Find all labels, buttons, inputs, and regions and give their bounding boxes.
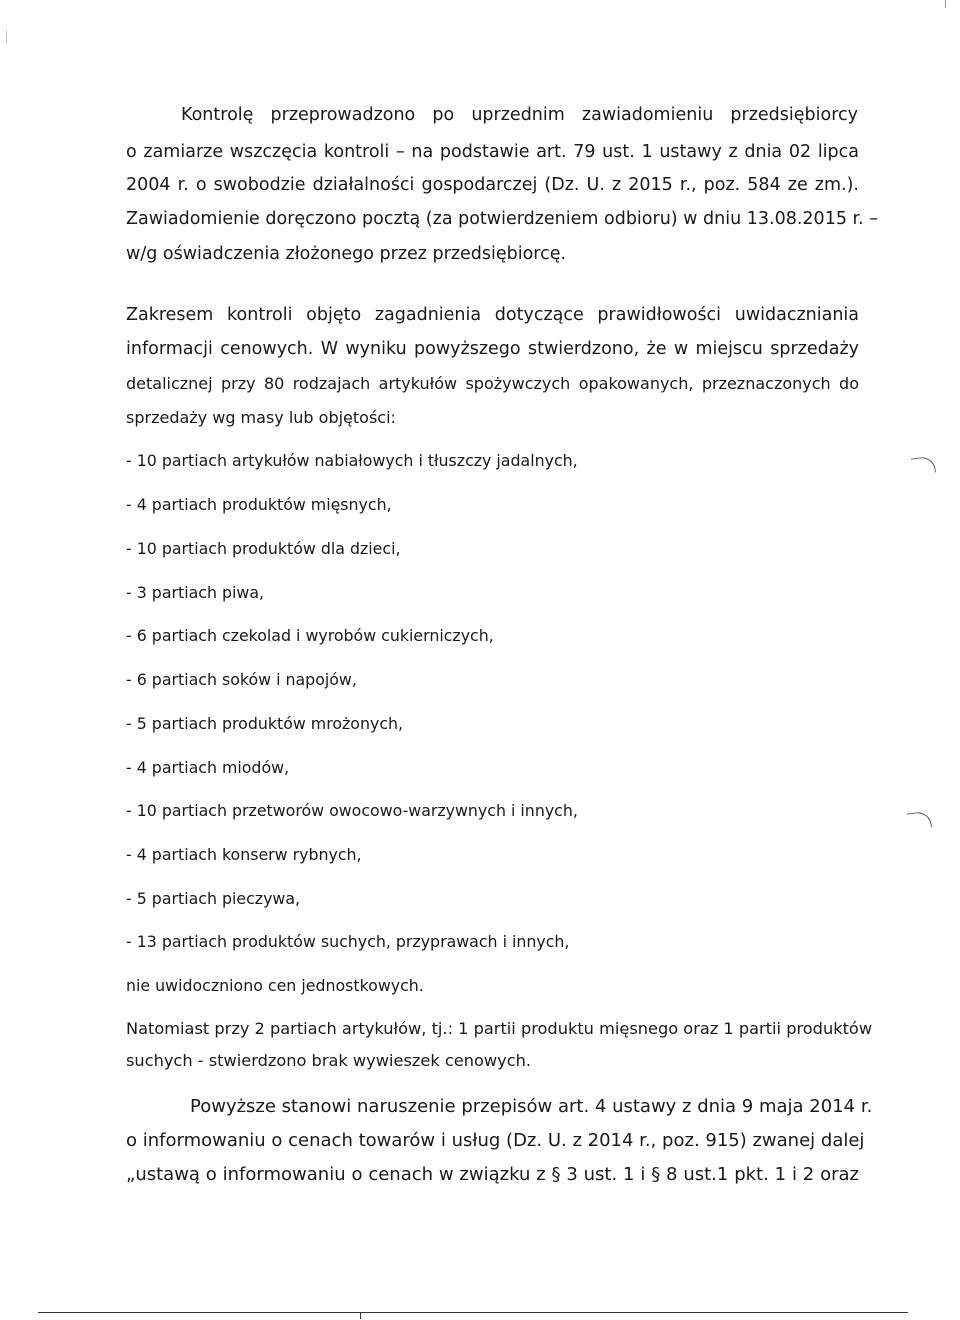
paragraph1-line-1: Kontrolę przeprowadzono po uprzednim zawiadomieniu przedsiębiorcy <box>181 105 858 125</box>
paragraph4-line-2: o informowaniu o cenach towarów i usług (Dz. U. z 2014 r., poz. 915) zwanej dalej <box>126 1130 865 1151</box>
list-item: - 4 partiach miodów, <box>126 758 290 777</box>
list-item: - 10 partiach artykułów nabiałowych i tłuszczy jadalnych, <box>126 451 578 470</box>
list-item: - 13 partiach produktów suchych, przyprawach i innych, <box>126 932 570 951</box>
list-item: - 5 partiach pieczywa, <box>126 889 301 908</box>
list-item: - 10 partiach przetworów owocowo-warzywnych i innych, <box>126 801 578 820</box>
paragraph2-line-1: Zakresem kontroli objęto zagadnienia dotyczące prawidłowości uwidaczniania <box>126 305 859 325</box>
paragraph2-line-2: informacji cenowych. W wyniku powyższego stwierdzono, że w miejscu sprzedaży <box>126 339 859 359</box>
scan-corner-mark <box>945 0 946 8</box>
list-closing: nie uwidoczniono cen jednostkowych. <box>126 976 424 995</box>
paragraph3-line-2: suchych - stwierdzono brak wywieszek cenowych. <box>126 1051 531 1070</box>
list-item: - 6 partiach soków i napojów, <box>126 670 357 689</box>
paragraph1-line-4: Zawiadomienie doręczono pocztą (za potwierdzeniem odbioru) w dniu 13.08.2015 r. – <box>126 209 878 229</box>
list-item: - 4 partiach konserw rybnych, <box>126 845 362 864</box>
paragraph2-line-3: detalicznej przy 80 rodzajach artykułów spożywczych opakowanych, przeznaczonych do <box>126 374 859 393</box>
paragraph1-line-5: w/g oświadczenia złożonego przez przedsiębiorcę. <box>126 244 567 264</box>
footer-rule-tick <box>360 1312 361 1319</box>
list-item: - 4 partiach produktów mięsnych, <box>126 495 392 514</box>
list-item: - 5 partiach produktów mrożonych, <box>126 714 404 733</box>
paragraph2-line-4: sprzedaży wg masy lub objętości: <box>126 408 396 427</box>
scan-punch-mark <box>911 455 936 475</box>
paragraph1-line-3: 2004 r. o swobodzie działalności gospodarczej (Dz. U. z 2015 r., poz. 584 ze zm.). <box>126 175 859 195</box>
list-item: - 10 partiach produktów dla dzieci, <box>126 539 401 558</box>
paragraph3-line-1: Natomiast przy 2 partiach artykułów, tj.: 1 partii produktu mięsnego oraz 1 partii produktów <box>126 1019 873 1038</box>
list-item: - 6 partiach czekolad i wyrobów cukierniczych, <box>126 626 494 645</box>
paragraph4-line-3: „ustawą o informowaniu o cenach w związku z § 3 ust. 1 i § 8 ust.1 pkt. 1 i 2 oraz <box>126 1164 859 1185</box>
scan-edge-mark <box>6 30 7 44</box>
paragraph1-line-2: o zamiarze wszczęcia kontroli – na podstawie art. 79 ust. 1 ustawy z dnia 02 lipca <box>126 142 859 162</box>
list-item: - 3 partiach piwa, <box>126 583 265 602</box>
scan-punch-mark <box>907 810 932 830</box>
paragraph4-line-1: Powyższe stanowi naruszenie przepisów art. 4 ustawy z dnia 9 maja 2014 r. <box>190 1096 873 1117</box>
footer-rule <box>38 1312 908 1313</box>
